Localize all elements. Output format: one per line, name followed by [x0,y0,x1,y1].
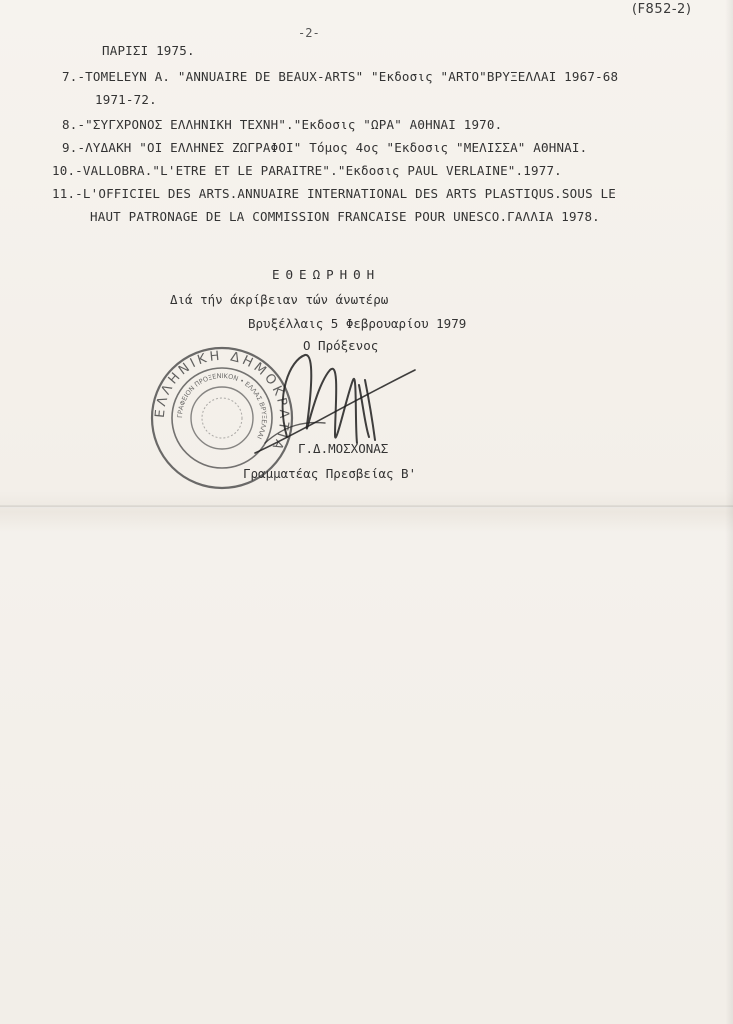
list-item-11: 11.-L'OFFICIEL DES ARTS.ANNUAIRE INTERNATIONAL DES ARTS PLASTIQUS.SOUS LE [52,186,616,201]
paper-fold-line [0,505,733,508]
list-item-7: 7.-ΤΟΜΕLEYN A. "ANNUAIRE DE BEAUX-ARTS" "Εκδοσις "ARTO"ΒΡΥΞΕΛΛΑΙ 1967-68 [62,69,619,84]
signatory-name: Γ.Δ.ΜΟΣΧΟΝΑΣ [298,441,389,456]
signatory-role: Γραμματέας Πρεσβείας Β' [243,466,417,481]
list-item-8: 8.-"ΣΥΓΧΡΟΝΟΣ ΕΛΛΗΝΙΚΗ ΤΕΧΝΗ"."Εκδοσις "ΩΡΑ" ΑΘΗΝΑΙ 1970. [62,117,503,132]
list-continuation: ΠΑΡΙΣΙ 1975. [102,43,195,58]
stamp-outer-text: ΕΛΛΗΝΙΚΗ ΔΗΜΟΚΡΑΤΙΑ [152,348,292,455]
list-item-9: 9.-ΛΥΔΑΚΗ "ΟΙ ΕΛΛΗΝΕΣ ΖΩΓΡΑΦΟΙ" Τόμος 4ος "Εκδοσις "ΜΕΛΙΣΣΑ" ΑΘΗΝΑΙ. [62,140,588,155]
certification-statement: Διά τήν άκρίβειαν τών άνωτέρω [170,292,389,307]
list-item-11-cont: HAUT PATRONAGE DE LA COMMISSION FRANCAISE POUR UNESCO.ΓΑΛΛΙΑ 1978. [90,209,600,224]
certification-office: Ο Πρόξενος [303,338,379,353]
page-number: -2- [298,26,320,40]
list-item-7-cont: 1971-72. [95,92,157,107]
reference-code: (F852-2) [632,2,692,17]
list-item-10: 10.-VALLOBRA."L'ETRE ET LE PARAITRE"."Εκδοσις PAUL VERLAINE".1977. [52,163,562,178]
stamp-inner-text: ΓΡΑΦΕΙΟΝ ΠΡΟΞΕΝΙΚΟΝ • ΕΛΛΑΣ ΒΡΥΞΕΛΛΑΙ [175,371,269,441]
page-edge-shadow [725,0,733,1024]
certification-place-date: Βρυξέλλαις 5 Φεβρουαρίου 1979 [248,316,467,331]
certification-title: ΕΘΕΩΡΗΘΗ [272,267,381,282]
